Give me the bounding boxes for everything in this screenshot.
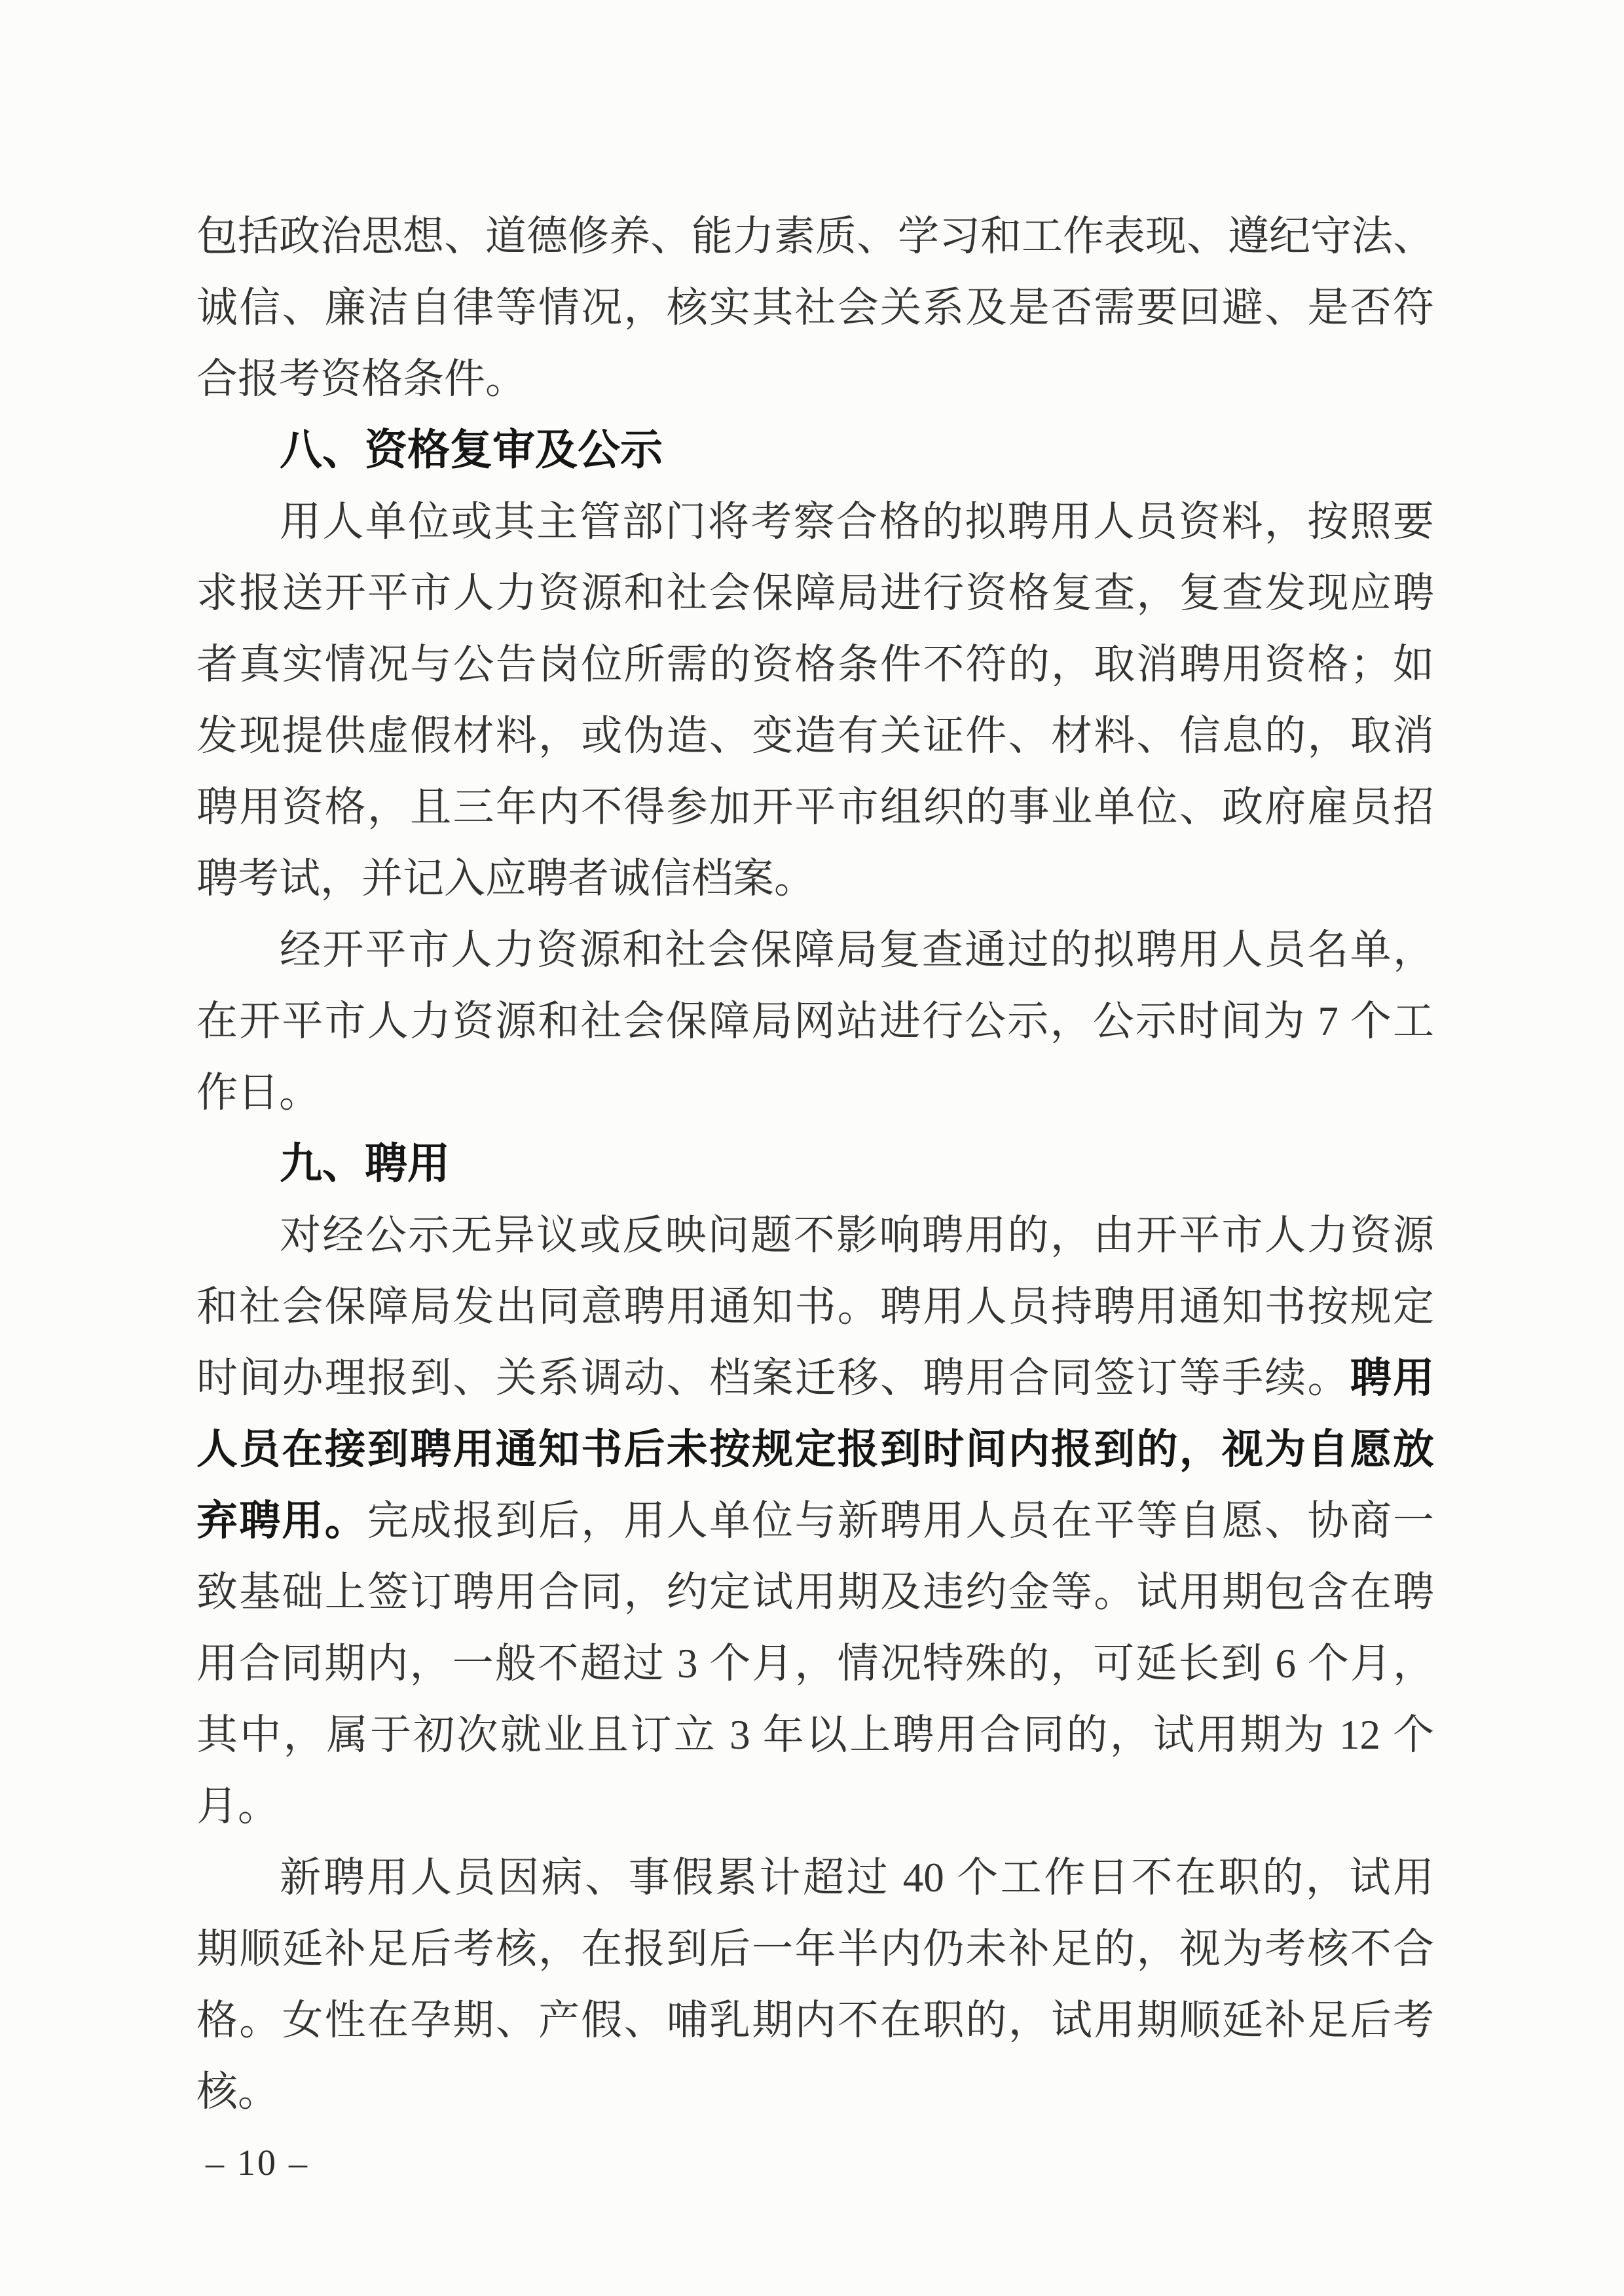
text-segment: 合报考资格条件。 [196, 356, 526, 402]
text-segment: 时间办理报到、关系调动、档案迁移、聘用合同签订等手续。 [196, 1355, 1350, 1401]
text-line [196, 201, 1434, 272]
heading-text: 九、聘用 [280, 1140, 451, 1188]
text-segment: 在开平市人力资源和社会保障局网站进行公示，公示时间为 7 个工 [196, 998, 1434, 1044]
heading-text: 八、资格复审及公示 [280, 427, 663, 474]
text-line [196, 629, 1434, 701]
text-line [196, 1057, 1434, 1129]
text-line [196, 986, 1434, 1057]
text-line [196, 1271, 1434, 1343]
text-segment-bold: 人员在接到聘用通知书后未按规定报到时间内报到的，视为自愿放 [196, 1427, 1434, 1472]
text-segment: 致基础上签订聘用合同，约定试用期及违约金等。试用期包含在聘 [196, 1569, 1434, 1615]
text-segment: 完成报到后，用人单位与新聘用人员在平等自愿、协商一 [367, 1498, 1434, 1544]
text-line [196, 843, 1434, 915]
text-segment: 聘考试，并记入应聘者诚信档案。 [196, 856, 815, 902]
text-line [196, 1700, 1434, 1771]
text-segment: 月。 [196, 1783, 279, 1829]
text-segment: 发现提供虚假材料，或伪造、变造有关证件、材料、信息的，取消 [196, 713, 1434, 759]
section-heading-8 [196, 415, 1434, 486]
text-segment: 求报送开平市人力资源和社会保障局进行资格复查，复查发现应聘 [196, 570, 1434, 616]
text-line [196, 1628, 1434, 1700]
text-line [196, 1557, 1434, 1628]
text-line [196, 1414, 1434, 1485]
text-segment: 格。女性在孕期、产假、哺乳期内不在职的，试用期顺延补足后考 [196, 1997, 1434, 2043]
text-segment: 和社会保障局发出同意聘用通知书。聘用人员持聘用通知书按规定 [196, 1284, 1434, 1330]
text-segment: 包括政治思想、道德修养、能力素质、学习和工作表现、遵纪守法、 [196, 213, 1434, 259]
page-number-text: – 10 – [206, 2143, 309, 2183]
text-segment: 期顺延补足后考核，在报到后一年半内仍未补足的，视为考核不合 [196, 1926, 1434, 1972]
text-line [196, 2056, 1434, 2128]
text-line [196, 558, 1434, 629]
text-segment: 聘用资格，且三年内不得参加开平市组织的事业单位、政府雇员招 [196, 784, 1434, 830]
text-segment: 者真实情况与公告岗位所需的资格条件不符的，取消聘用资格；如 [196, 642, 1434, 687]
text-line [196, 344, 1434, 415]
text-segment-bold: 聘用 [1350, 1355, 1434, 1401]
text-segment: 核。 [196, 2069, 279, 2115]
text-segment: 用人单位或其主管部门将考察合格的拟聘用人员资料，按照要 [280, 499, 1434, 545]
page-number [196, 2128, 1434, 2199]
section-heading-9 [196, 1129, 1434, 1200]
text-segment-bold: 弃聘用。 [196, 1498, 367, 1544]
text-segment: 作日。 [196, 1070, 320, 1116]
text-segment: 经开平市人力资源和社会保障局复查通过的拟聘用人员名单， [280, 927, 1434, 973]
text-line [196, 1771, 1434, 1842]
text-line [196, 1200, 1434, 1271]
text-segment: 其中，属于初次就业且订立 3 年以上聘用合同的，试用期为 12 个 [196, 1712, 1434, 1758]
text-segment: 对经公示无异议或反映问题不影响聘用的，由开平市人力资源 [280, 1212, 1434, 1258]
text-line [196, 486, 1434, 558]
text-line [196, 1842, 1434, 1914]
text-segment: 诚信、廉洁自律等情况，核实其社会关系及是否需要回避、是否符 [196, 285, 1434, 331]
text-line [196, 1343, 1434, 1414]
text-line [196, 915, 1434, 986]
text-line [196, 1985, 1434, 2056]
text-segment: 用合同期内，一般不超过 3 个月，情况特殊的，可延长到 6 个月， [196, 1641, 1434, 1686]
document-body [196, 201, 1434, 2199]
text-line [196, 1914, 1434, 1985]
text-segment: 新聘用人员因病、事假累计超过 40 个工作日不在职的，试用 [280, 1855, 1434, 1901]
text-line [196, 772, 1434, 843]
text-line [196, 701, 1434, 772]
text-line [196, 272, 1434, 344]
text-line [196, 1485, 1434, 1557]
